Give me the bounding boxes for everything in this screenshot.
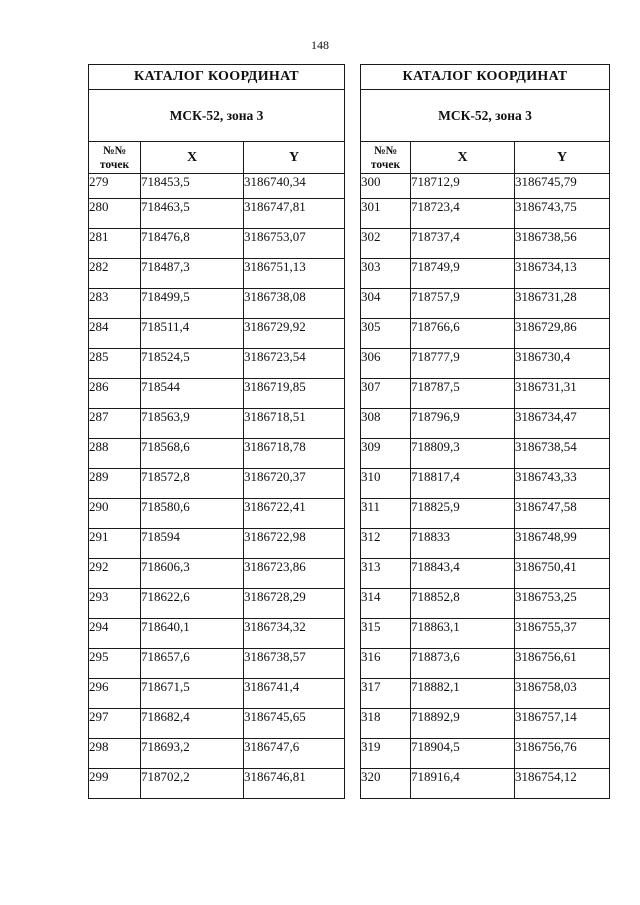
table-row: [361, 289, 610, 319]
x-coordinate-cell: 718580,6: [141, 499, 244, 529]
point-number-cell: 317: [361, 679, 411, 709]
point-number-cell: 292: [89, 559, 141, 589]
table-row: [361, 469, 610, 499]
y-coordinate-cell: 3186745,79: [515, 174, 610, 199]
x-coordinate-cell: 718777,9: [411, 349, 515, 379]
y-coordinate-cell: 3186758,03: [515, 679, 610, 709]
x-coordinate-cell: 718568,6: [141, 439, 244, 469]
y-coordinate-cell: 3186747,58: [515, 499, 610, 529]
x-coordinate-cell: 718843,4: [411, 559, 515, 589]
table-row: [361, 649, 610, 679]
point-number-cell: 287: [89, 409, 141, 439]
point-number-cell: 310: [361, 469, 411, 499]
table-row: [89, 229, 345, 259]
y-coordinate-cell: 3186738,57: [244, 649, 345, 679]
point-number-header-line2: точек: [370, 158, 401, 171]
x-coordinate-cell: 718453,5: [141, 174, 244, 199]
point-number-cell: 315: [361, 619, 411, 649]
point-number-cell: 301: [361, 199, 411, 229]
point-number-cell: 291: [89, 529, 141, 559]
y-coordinate-cell: 3186738,56: [515, 229, 610, 259]
point-number-cell: 294: [89, 619, 141, 649]
table-row: [361, 349, 610, 379]
table-row: [361, 529, 610, 559]
x-coordinate-cell: 718712,9: [411, 174, 515, 199]
point-number-cell: 298: [89, 739, 141, 769]
point-number-cell: 286: [89, 379, 141, 409]
table-row: [361, 259, 610, 289]
point-number-cell: 288: [89, 439, 141, 469]
point-number-cell: 281: [89, 229, 141, 259]
x-coordinate-cell: 718657,6: [141, 649, 244, 679]
table-row: [89, 199, 345, 229]
y-coordinate-cell: 3186740,34: [244, 174, 345, 199]
y-coordinate-cell: 3186738,08: [244, 289, 345, 319]
point-number-header: [361, 142, 411, 174]
x-coordinate-cell: 718640,1: [141, 619, 244, 649]
point-number-cell: 304: [361, 289, 411, 319]
table-row: [361, 619, 610, 649]
y-coordinate-cell: 3186720,37: [244, 469, 345, 499]
table-row: [361, 174, 610, 199]
table-row: [89, 649, 345, 679]
y-coordinate-cell: 3186723,86: [244, 559, 345, 589]
y-coordinate-cell: 3186738,54: [515, 439, 610, 469]
point-number-cell: 314: [361, 589, 411, 619]
point-number-cell: 320: [361, 769, 411, 799]
point-number-cell: 302: [361, 229, 411, 259]
x-header: X: [141, 142, 244, 174]
x-coordinate-cell: 718737,4: [411, 229, 515, 259]
point-number-cell: 290: [89, 499, 141, 529]
x-coordinate-cell: 718499,5: [141, 289, 244, 319]
y-coordinate-cell: 3186753,07: [244, 229, 345, 259]
table-row: [89, 174, 345, 199]
table-row: [361, 739, 610, 769]
table-row: [89, 319, 345, 349]
y-coordinate-cell: 3186746,81: [244, 769, 345, 799]
table-row: [89, 289, 345, 319]
y-coordinate-cell: 3186731,28: [515, 289, 610, 319]
table-row: [361, 229, 610, 259]
point-number-cell: 312: [361, 529, 411, 559]
point-number-cell: 279: [89, 174, 141, 199]
x-coordinate-cell: 718702,2: [141, 769, 244, 799]
y-coordinate-cell: 3186754,12: [515, 769, 610, 799]
y-coordinate-cell: 3186734,32: [244, 619, 345, 649]
y-coordinate-cell: 3186731,31: [515, 379, 610, 409]
point-number-cell: 309: [361, 439, 411, 469]
y-coordinate-cell: 3186729,92: [244, 319, 345, 349]
x-coordinate-cell: 718796,9: [411, 409, 515, 439]
point-number-cell: 316: [361, 649, 411, 679]
table-row: [361, 559, 610, 589]
x-coordinate-cell: 718916,4: [411, 769, 515, 799]
y-coordinate-cell: 3186753,25: [515, 589, 610, 619]
point-number-cell: 318: [361, 709, 411, 739]
table-row: [361, 679, 610, 709]
y-header: Y: [515, 142, 610, 174]
catalog-title: КАТАЛОГ КООРДИНАТ: [89, 65, 345, 90]
y-coordinate-cell: 3186743,75: [515, 199, 610, 229]
y-coordinate-cell: 3186741,4: [244, 679, 345, 709]
x-coordinate-cell: 718544: [141, 379, 244, 409]
x-coordinate-cell: 718809,3: [411, 439, 515, 469]
point-number-cell: 313: [361, 559, 411, 589]
x-header: X: [411, 142, 515, 174]
point-number-header: [89, 142, 141, 174]
x-coordinate-cell: 718766,6: [411, 319, 515, 349]
y-coordinate-cell: 3186730,4: [515, 349, 610, 379]
point-number-cell: 319: [361, 739, 411, 769]
table-row: [89, 469, 345, 499]
x-coordinate-cell: 718904,5: [411, 739, 515, 769]
coordinate-table-left: [88, 64, 345, 799]
zone-label: МСК-52, зона 3: [89, 90, 345, 142]
point-number-cell: 308: [361, 409, 411, 439]
y-coordinate-cell: 3186729,86: [515, 319, 610, 349]
coordinate-table-right: [360, 64, 610, 799]
table-row: [89, 679, 345, 709]
table-row: [361, 769, 610, 799]
point-number-cell: 283: [89, 289, 141, 319]
table-row: [89, 529, 345, 559]
table-row: [361, 409, 610, 439]
x-coordinate-cell: 718463,5: [141, 199, 244, 229]
table-row: [89, 619, 345, 649]
y-coordinate-cell: 3186751,13: [244, 259, 345, 289]
table-row: [361, 439, 610, 469]
y-coordinate-cell: 3186728,29: [244, 589, 345, 619]
table-row: [361, 319, 610, 349]
table-row: [89, 349, 345, 379]
x-coordinate-cell: 718825,9: [411, 499, 515, 529]
table-row: [89, 559, 345, 589]
point-number-cell: 285: [89, 349, 141, 379]
table-row: [361, 499, 610, 529]
y-coordinate-cell: 3186756,76: [515, 739, 610, 769]
table-row: [89, 409, 345, 439]
x-coordinate-cell: 718873,6: [411, 649, 515, 679]
y-coordinate-cell: 3186747,6: [244, 739, 345, 769]
y-coordinate-cell: 3186757,14: [515, 709, 610, 739]
x-coordinate-cell: 718749,9: [411, 259, 515, 289]
zone-label: МСК-52, зона 3: [361, 90, 610, 142]
y-coordinate-cell: 3186748,99: [515, 529, 610, 559]
x-coordinate-cell: 718723,4: [411, 199, 515, 229]
x-coordinate-cell: 718682,4: [141, 709, 244, 739]
point-number-cell: 295: [89, 649, 141, 679]
table-row: [89, 739, 345, 769]
x-coordinate-cell: 718563,9: [141, 409, 244, 439]
table-row: [361, 589, 610, 619]
y-coordinate-cell: 3186722,98: [244, 529, 345, 559]
y-coordinate-cell: 3186734,13: [515, 259, 610, 289]
point-number-cell: 311: [361, 499, 411, 529]
table-row: [89, 589, 345, 619]
y-coordinate-cell: 3186734,47: [515, 409, 610, 439]
x-coordinate-cell: 718524,5: [141, 349, 244, 379]
x-coordinate-cell: 718757,9: [411, 289, 515, 319]
table-row: [89, 709, 345, 739]
x-coordinate-cell: 718476,8: [141, 229, 244, 259]
table-row: [361, 709, 610, 739]
y-coordinate-cell: 3186722,41: [244, 499, 345, 529]
point-number-cell: 300: [361, 174, 411, 199]
x-coordinate-cell: 718863,1: [411, 619, 515, 649]
x-coordinate-cell: 718487,3: [141, 259, 244, 289]
y-coordinate-cell: 3186718,78: [244, 439, 345, 469]
x-coordinate-cell: 718817,4: [411, 469, 515, 499]
catalog-title: КАТАЛОГ КООРДИНАТ: [361, 65, 610, 90]
x-coordinate-cell: 718594: [141, 529, 244, 559]
table-row: [89, 499, 345, 529]
x-coordinate-cell: 718892,9: [411, 709, 515, 739]
point-number-cell: 289: [89, 469, 141, 499]
point-number-cell: 296: [89, 679, 141, 709]
y-coordinate-cell: 3186747,81: [244, 199, 345, 229]
point-number-cell: 282: [89, 259, 141, 289]
y-coordinate-cell: 3186719,85: [244, 379, 345, 409]
y-coordinate-cell: 3186755,37: [515, 619, 610, 649]
x-coordinate-cell: 718852,8: [411, 589, 515, 619]
point-number-header-line1: №№: [102, 144, 127, 157]
y-coordinate-cell: 3186756,61: [515, 649, 610, 679]
point-number-cell: 303: [361, 259, 411, 289]
y-coordinate-cell: 3186743,33: [515, 469, 610, 499]
y-coordinate-cell: 3186718,51: [244, 409, 345, 439]
point-number-cell: 293: [89, 589, 141, 619]
point-number-header-line1: №№: [373, 144, 398, 157]
point-number-cell: 280: [89, 199, 141, 229]
y-coordinate-cell: 3186745,65: [244, 709, 345, 739]
x-coordinate-cell: 718622,6: [141, 589, 244, 619]
x-coordinate-cell: 718693,2: [141, 739, 244, 769]
y-coordinate-cell: 3186723,54: [244, 349, 345, 379]
table-row: [89, 439, 345, 469]
x-coordinate-cell: 718882,1: [411, 679, 515, 709]
table-row: [361, 379, 610, 409]
y-coordinate-cell: 3186750,41: [515, 559, 610, 589]
x-coordinate-cell: 718833: [411, 529, 515, 559]
point-number-cell: 297: [89, 709, 141, 739]
x-coordinate-cell: 718606,3: [141, 559, 244, 589]
table-row: [89, 769, 345, 799]
x-coordinate-cell: 718511,4: [141, 319, 244, 349]
x-coordinate-cell: 718572,8: [141, 469, 244, 499]
point-number-cell: 307: [361, 379, 411, 409]
page-number: 148: [311, 38, 329, 52]
point-number-cell: 305: [361, 319, 411, 349]
point-number-cell: 299: [89, 769, 141, 799]
x-coordinate-cell: 718671,5: [141, 679, 244, 709]
point-number-header-line2: точек: [99, 158, 130, 171]
table-row: [89, 379, 345, 409]
x-coordinate-cell: 718787,5: [411, 379, 515, 409]
point-number-cell: 284: [89, 319, 141, 349]
table-row: [89, 259, 345, 289]
point-number-cell: 306: [361, 349, 411, 379]
y-header: Y: [244, 142, 345, 174]
table-row: [361, 199, 610, 229]
